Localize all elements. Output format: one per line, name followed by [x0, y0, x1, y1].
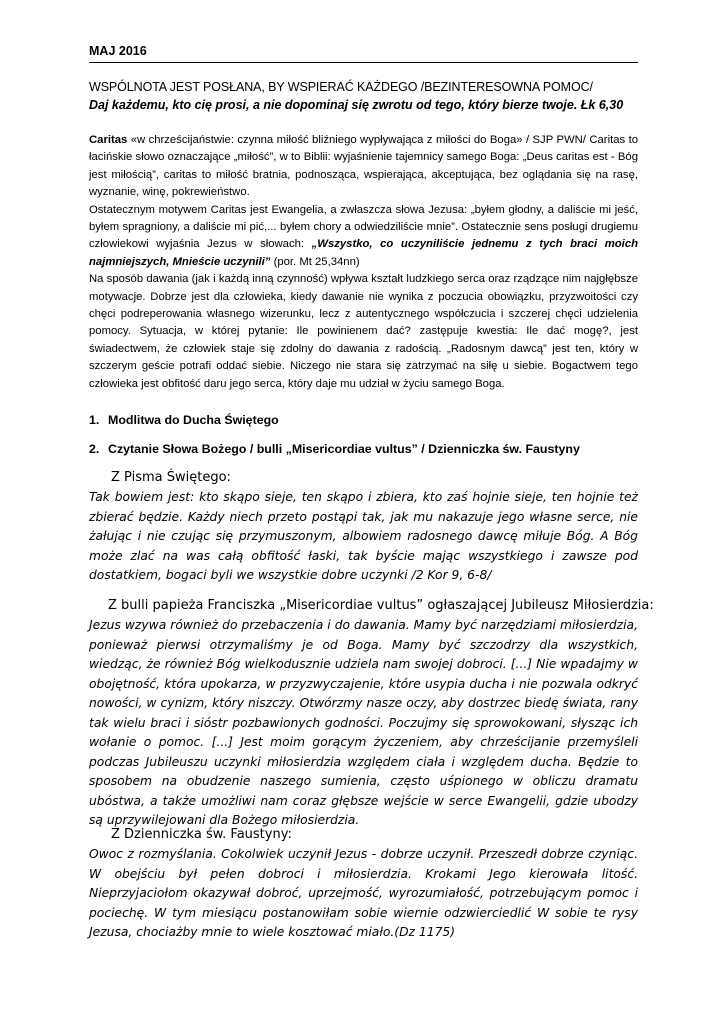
intro-paragraph-2 — [89, 202, 638, 272]
header-date: MAJ 2016 — [89, 44, 638, 63]
gospel-reference: (por. Mt 25,34nn) — [270, 255, 360, 268]
intro-paragraph-1-text: «w chrześcijaństwie: czynna miłość bliźniego wypływająca z miłości do Boga» / SJP PWN/ Caritas to łacińskie słowo oznaczające „miłość”, w to Biblii: wyjaśnienie tajemnicy samego Boga: „Deus caritas est - Bóg jest miłością”, caritas to miłość bratnia, podnosząca, wspierająca, akceptująca, bez oglądania się na rasę, wyznanie, winę, pokrewieństwo. — [89, 134, 638, 199]
scripture-text: Tak bowiem jest: kto skąpo sieje, ten skąpo i zbiera, kto zaś hojnie sieje, ten hojnie też zbierać będzie. Każdy niech przeto postąpi tak, jak mu nakazuje jego własne serce, nie żałując i nie czując się przymuszonym, albowiem radosnego dawcę miłuje Bóg. A Bóg może zlać na was całą obfitość łaski, tak byście mając wszystkiego i zawsze pod dostatkiem, bogaci byli we wszystkie dobre uczynki /2 Kor 9, 6-8/ — [89, 490, 638, 582]
scripture-intro: Z Pisma Świętego: — [111, 470, 231, 485]
heading-label: Czytanie Słowa Bożego / bulli „Misericordiae vultus” / Dzienniczka św. Faustyny — [108, 442, 580, 456]
intro-paragraph-2-text: Ostatecznym motywem Caritas jest Ewangelia, a zwłaszcza słowa Jezusa: „byłem głodny, a daliście mi jeść, byłem spragniony, a daliście mi pić,... byłem chory a odwiedziliście mnie”. Ostatecznie sens posługi drugiemu człowiekowi wyjaśnia Jezus w słowach: — [89, 203, 638, 251]
gospel-quote: „Wszystko, co uczyniliście jednemu z tych braci moich najmniejszych, Mnieście uczynili” — [89, 238, 638, 268]
intro-text — [89, 132, 638, 393]
heading-label: Modlitwa do Ducha Świętego — [108, 413, 279, 427]
heading-number: 1. — [89, 413, 100, 427]
caritas-term: Caritas — [89, 134, 128, 146]
heading-number: 2. — [89, 442, 100, 456]
section-heading-prayer — [89, 413, 279, 427]
diary-text: Owoc z rozmyślania. Cokolwiek uczynił Jezus - dobrze uczynił. Przeszedł dobrze czyniąc. W obejściu był pełen dobroci i miłosierdzia. Krokami Jego kierowała litość. Nieprzyjaciołom okazywał dobroć, uprzejmość, wyrozumiałość, potrzebującym pomoc i pociechę. W tym miesiącu postanowiłam sobie wiernie odzwierciedlić W sobie te rysy Jezusa, chociażby mnie to wiele kosztować miało.(Dz 1175) — [89, 847, 638, 939]
intro-paragraph-3: Na sposób dawania (jak i każdą inną czynność) wpływa kształt ludzkiego serca oraz rządzące nim najgłębsze motywacje. Dobrze jest dla człowieka, kiedy dawanie nie wynika z poczucia obowiązku, przyzwoitości czy chęci podreperowania własnego wizerunku, lecz z autentycznego współczucia i szczerej chęci udzielenia pomocy. Sytuacja, w której pytanie: Ile powinienem dać? zastępuje kwestia: Ile dać mogę?, jest świadectwem, że człowiek staje się zdolny do dawania z radością. „Radosnym dawcą” jest ten, który w szczerym geście potrafi oddać siebie. Niczego nie stara się zatrzymać na siłę u siebie. Bogactwem tego człowieka jest obfitość daru jego serca, który daje mu udział w życiu samego Boga. — [89, 273, 638, 390]
intro-paragraph-1 — [89, 132, 638, 202]
diary-intro: Z Dzienniczka św. Faustyny: — [111, 827, 292, 842]
motto-quote: Daj każdemu, kto cię prosi, a nie dopominaj się zwrotu od tego, który bierze twoje. Łk 6,30 — [89, 98, 624, 112]
section-heading-reading — [89, 442, 580, 456]
section-title: WSPÓLNOTA JEST POSŁANA, BY WSPIERAĆ KAŻDEGO /BEZINTERESOWNA POMOC/ — [89, 80, 593, 94]
bull-text: Jezus wzywa również do przebaczenia i do dawania. Mamy być narzędziami miłosierdzia, ponieważ pierwsi otrzymaliśmy je od Boga. Mamy być szczodrzy dla wszystkich, wiedząc, że również Bóg wielkodusznie udziela nam swojej dobroci. [...] Nie wpadajmy w obojętność, która upokarza, w przyzwyczajenie, które usypia ducha i nie pozwala odkryć nowości, w cynizm, który niszczy. Otwórzmy nasze oczy, aby dostrzec biedę świata, rany tak wielu braci i sióstr pozbawionych godności. Poczujmy się sprowokowani, słysząc ich wołanie o pomoc. [...] Jest moim gorącym życzeniem, aby chrześcijanie przemyśleli podczas Jubileuszu uczynki miłosierdzia względem ciała i względem ducha. Będzie to sposobem na obudzenie naszego sumienia, często uśpionego w obliczu dramatu ubóstwa, a także umożliwi nam coraz głębsze wejście w serce Ewangelii, gdzie ubodzy są uprzywilejowani dla Bożego miłosierdzia. — [89, 618, 638, 827]
bull-intro: Z bulli papieża Franciszka „Misericordiae vultus” ogłaszającej Jubileusz Miłosierdzia: — [108, 598, 654, 613]
